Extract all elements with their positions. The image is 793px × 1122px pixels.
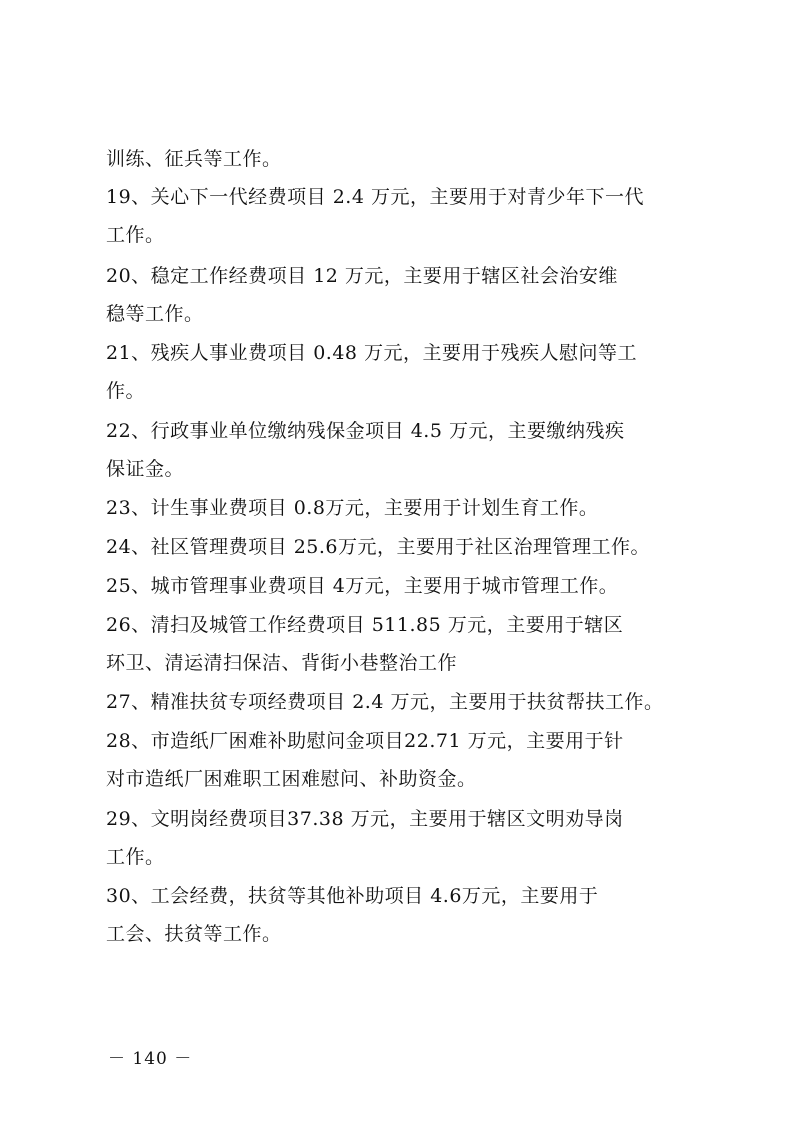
text-line: 作。: [106, 380, 146, 402]
text-line: 25、城市管理事业费项目 4万元，主要用于城市管理工作。: [106, 575, 619, 597]
text-line: 23、计生事业费项目 0.8万元，主要用于计划生育工作。: [106, 497, 599, 519]
text-line: 28、市造纸厂困难补助慰问金项目22.71 万元，主要用于针: [106, 730, 624, 752]
text-line: 工作。: [106, 846, 165, 868]
page-number: － 140 －: [108, 1049, 193, 1069]
text-line: 30、工会经费，扶贫等其他补助项目 4.6万元，主要用于: [106, 885, 599, 907]
text-line: 22、行政事业单位缴纳残保金项目 4.5 万元，主要缴纳残疾: [106, 420, 625, 442]
text-line: 工作。: [106, 224, 165, 246]
text-line: 29、文明岗经费项目37.38 万元，主要用于辖区文明劝导岗: [106, 808, 624, 830]
text-line: 环卫、清运清扫保洁、背街小巷整治工作: [106, 652, 458, 674]
text-line: 21、残疾人事业费项目 0.48 万元，主要用于残疾人慰问等工: [106, 342, 638, 364]
text-line: 20、稳定工作经费项目 12 万元，主要用于辖区社会治安维: [106, 265, 618, 287]
text-line: 24、社区管理费项目 25.6万元，主要用于社区治理管理工作。: [106, 536, 651, 558]
text-line: 26、清扫及城管工作经费项目 511.85 万元，主要用于辖区: [106, 614, 624, 636]
text-line: 对市造纸厂困难职工困难慰问、补助资金。: [106, 768, 477, 790]
text-line: 保证金。: [106, 458, 185, 480]
text-line: 训练、征兵等工作。: [106, 148, 282, 170]
text-line: 19、关心下一代经费项目 2.4 万元，主要用于对青少年下一代: [106, 186, 644, 208]
text-line: 稳等工作。: [106, 303, 204, 325]
text-line: 工会、扶贫等工作。: [106, 923, 282, 945]
text-line: 27、精准扶贫专项经费项目 2.4 万元，主要用于扶贫帮扶工作。: [106, 691, 664, 713]
